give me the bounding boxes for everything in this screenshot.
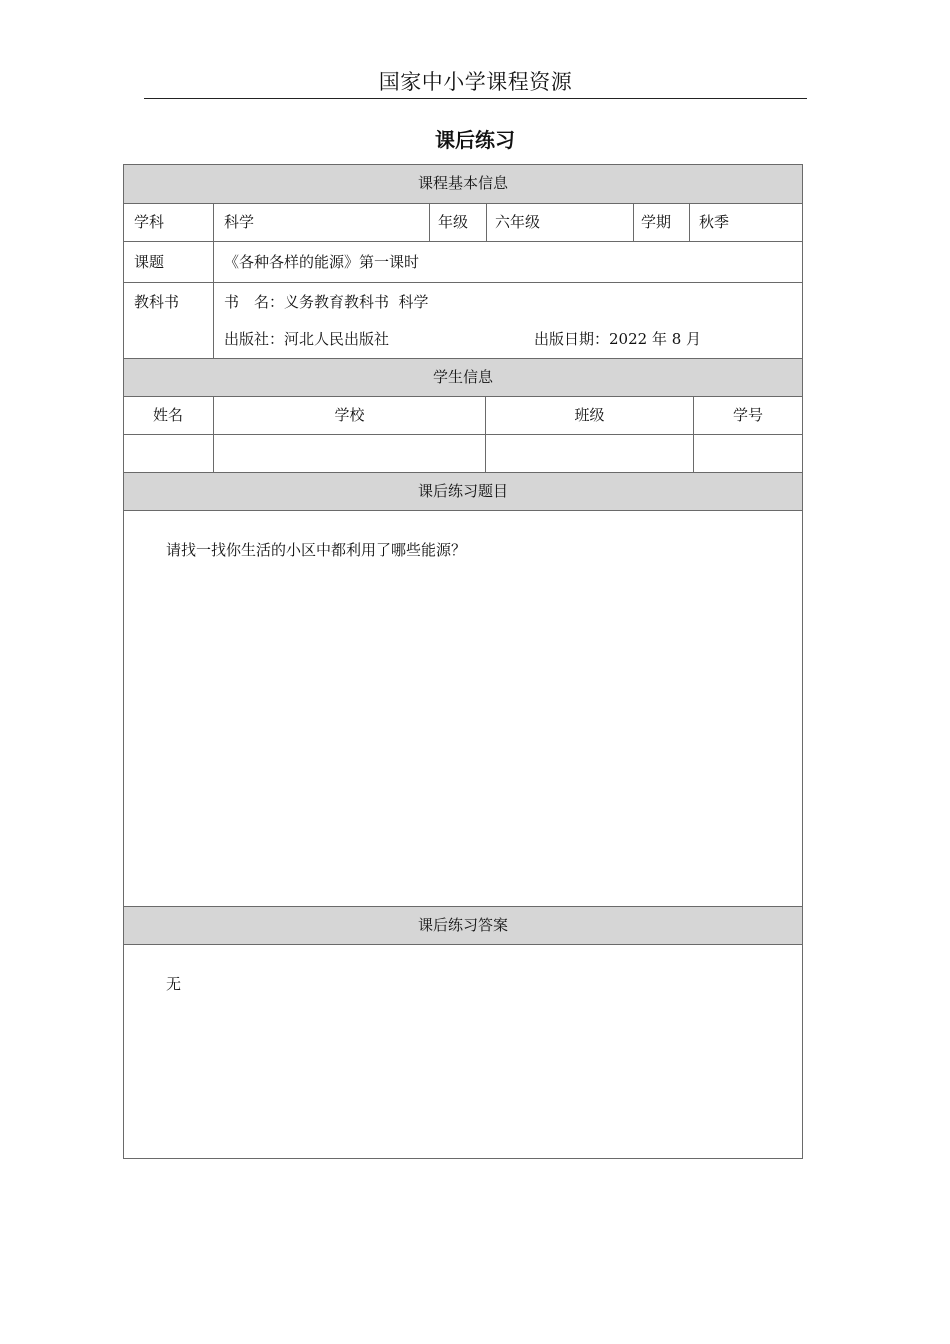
row-divider [123,510,803,511]
row-divider [123,203,803,204]
row-divider [123,358,803,359]
topic-value: 《各种各样的能源》第一课时 [224,253,420,271]
site-header: 国家中小学课程资源 [144,66,807,99]
column-divider [633,203,634,241]
publication-date: 出版日期：2022 年 8 月 [534,330,702,348]
row-divider [123,282,803,283]
table-border-bottom [123,1158,803,1159]
grade-label: 年级 [438,213,469,231]
column-header-student-id: 学号 [732,406,763,424]
term-label: 学期 [641,213,672,231]
topic-label: 课题 [134,253,165,271]
textbook-name: 书 名：义务教育教科书 科学 [224,293,429,311]
row-divider [123,472,803,473]
answer-heading: 课后练习答案 [417,916,508,934]
column-header-class: 班级 [574,406,605,424]
table-border-top [123,164,803,165]
table-border-left [123,164,124,1159]
answer-text: 无 [166,975,182,993]
exercise-question: 请找一找你生活的小区中都利用了哪些能源？ [166,541,467,559]
column-divider [429,203,430,241]
exercise-sheet-table [123,164,803,1159]
column-header-school: 学校 [334,406,365,424]
subject-value: 科学 [224,213,255,231]
column-divider [486,203,487,241]
course-info-heading: 课程基本信息 [417,174,508,192]
row-divider [123,944,803,945]
column-header-name: 姓名 [152,406,183,424]
row-divider [123,241,803,242]
row-divider [123,434,803,435]
column-divider [213,203,214,358]
grade-value: 六年级 [495,213,541,231]
row-divider [123,396,803,397]
column-divider [689,203,690,241]
term-value: 秋季 [699,213,730,231]
subject-label: 学科 [134,213,165,231]
student-info-heading: 学生信息 [432,368,493,386]
document-title: 课后练习 [435,128,515,152]
publisher: 出版社：河北人民出版社 [224,330,390,348]
textbook-label: 教科书 [134,293,180,311]
exercise-heading: 课后练习题目 [417,482,508,500]
row-divider [123,906,803,907]
table-border-right [802,164,803,1159]
